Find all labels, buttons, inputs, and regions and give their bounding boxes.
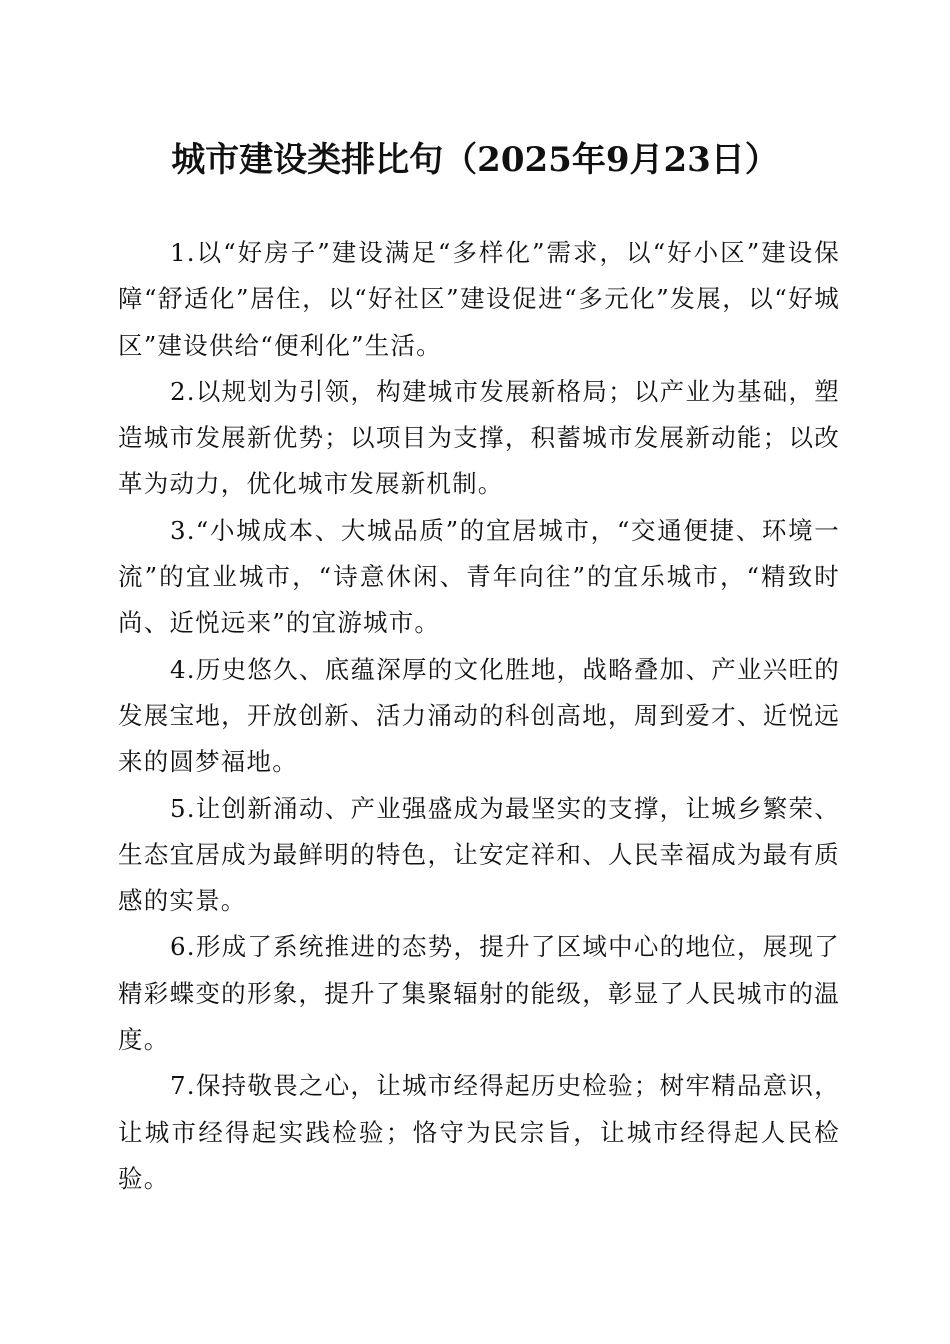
paragraph-7: 7.保持敬畏之心，让城市经得起历史检验；树牢精品意识，让城市经得起实践检验；恪守为民宗旨，让城市经得起人民检验。 <box>118 1071 840 1193</box>
paragraph-5: 5.让创新涌动、产业强盛成为最坚实的支撑，让城乡繁荣、生态宜居成为最鲜明的特色，让安定祥和、人民幸福成为最有质感的实景。 <box>118 793 840 916</box>
paragraph-1: 1.以“好房子”建设满足“多样化”需求，以“好小区”建设保障“舒适化”居住，以“好社区”建设促进“多元化”发展，以“好城区”建设供给“便利化”生活。 <box>118 238 840 360</box>
paragraph-2: 2.以规划为引领，构建城市发展新格局；以产业为基础，塑造城市发展新优势；以项目为支撑，积蓄城市发展新动能；以改革为动力，优化城市发展新机制。 <box>118 376 840 499</box>
paragraph-6: 6.形成了系统推进的态势，提升了区域中心的地位，展现了精彩蝶变的形象，提升了集聚辐射的能级，彰显了人民城市的温度。 <box>118 932 840 1055</box>
paragraph-4: 4.历史悠久、底蕴深厚的文化胜地，战略叠加、产业兴旺的发展宝地，开放创新、活力涌动的科创高地，周到爱才、近悦远来的圆梦福地。 <box>118 654 840 777</box>
paragraph-3: 3.“小城成本、大城品质”的宜居城市，“交通便捷、环境一流”的宜业城市，“诗意休闲、青年向往”的宜乐城市，“精致时尚、近悦远来”的宜游城市。 <box>118 515 840 638</box>
document-body <box>118 230 840 1202</box>
document-title: 城市建设类排比句（2025年9月23日） <box>171 140 779 180</box>
